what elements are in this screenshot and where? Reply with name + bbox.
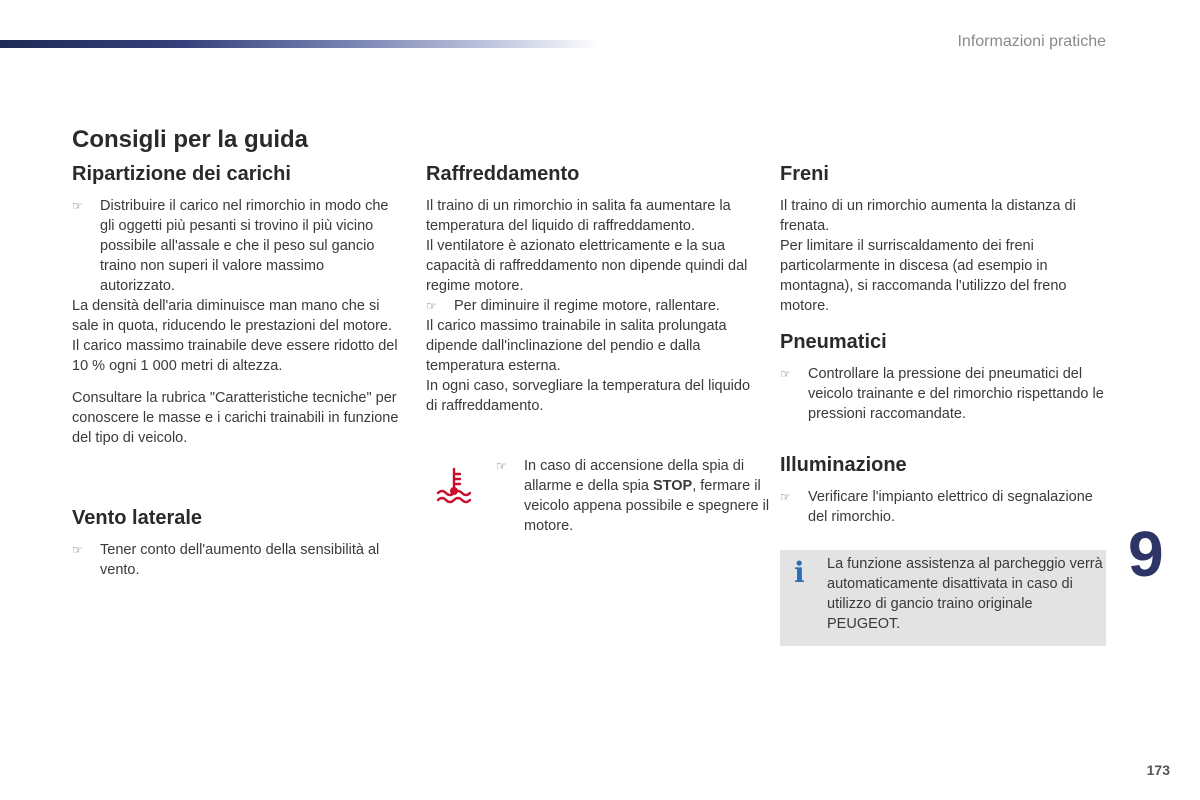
section-side-wind xyxy=(72,504,402,580)
paragraph-cooling-2: Il ventilatore è azionato elettricamente e la sua capacità di raffreddamento non dipende quindi dal regime motore. xyxy=(426,238,748,294)
warning-text-after: , fermare il veicolo appena possibile e spegnere il motore. xyxy=(524,478,770,534)
coolant-temperature-icon xyxy=(434,466,474,506)
paragraph-brakes-1: Il traino di un rimorchio aumenta la distanza di frenata. xyxy=(780,198,1076,234)
column-1 xyxy=(72,160,402,448)
column-3 xyxy=(780,160,1106,424)
pointing-hand-icon: ☞ xyxy=(426,299,437,313)
pointing-hand-icon: ☞ xyxy=(780,490,791,504)
warning-text-stop: STOP xyxy=(652,478,693,494)
pointing-hand-icon: ☞ xyxy=(780,367,791,381)
pointing-hand-icon: ☞ xyxy=(72,199,83,213)
bullet-cooling xyxy=(426,296,756,316)
paragraph-cooling-4: In ogni caso, sorvegliare la temperatura del liquido di raffreddamento. xyxy=(426,378,751,414)
bullet-text: Distribuire il carico nel rimorchio in modo che gli oggetti più pesanti si trovino il più vicino possibile all'assale e che il peso sul gancio traino non superi il valore massimo autorizzato. xyxy=(100,198,389,294)
heading-tyres: Pneumatici xyxy=(780,331,887,353)
bullet-text: Verificare l'impianto elettrico di segnalazione del rimorchio. xyxy=(808,489,1093,525)
heading-load-distribution: Ripartizione dei carichi xyxy=(72,163,291,185)
heading-brakes: Freni xyxy=(780,163,829,185)
heading-lighting: Illuminazione xyxy=(780,454,907,476)
bullet-load-distribution xyxy=(72,196,402,296)
section-lighting xyxy=(780,451,1106,527)
bullet-text: Per diminuire il regime motore, rallentare. xyxy=(454,298,720,314)
section-title: Informazioni pratiche xyxy=(957,33,1106,50)
info-icon: i xyxy=(794,556,805,589)
bullet-lighting xyxy=(780,487,1106,527)
page-number: 173 xyxy=(1146,762,1170,778)
warning-text-before: In caso di accensione della spia di allarme e della spia xyxy=(524,458,745,494)
bullet-side-wind xyxy=(72,540,402,580)
paragraph-cooling-3: Il carico massimo trainabile in salita prolungata dipende dall'inclinazione del pendio e dalla temperatura esterna. xyxy=(426,318,727,374)
paragraph-technical-reference: Consultare la rubrica "Caratteristiche tecniche" per conoscere le masse e i carichi trainabili in funzione del tipo di veicolo. xyxy=(72,390,399,446)
pointing-hand-icon: ☞ xyxy=(72,543,83,557)
chapter-number: 9 xyxy=(1128,518,1164,590)
column-2 xyxy=(426,160,756,416)
warning-note xyxy=(496,456,784,536)
heading-side-wind: Vento laterale xyxy=(72,507,203,529)
paragraph-brakes-2: Per limitare il surriscaldamento dei freni particolarmente in discesa (ad esempio in montagna), si raccomanda l'utilizzo del freno motore. xyxy=(780,238,1067,314)
bullet-text: Controllare la pressione dei pneumatici del veicolo trainante e del rimorchio rispettando le pressioni raccomandate. xyxy=(808,366,1104,422)
header-gradient-bar xyxy=(0,40,600,48)
page-title: Consigli per la guida xyxy=(72,126,309,153)
info-text: La funzione assistenza al parcheggio verrà automaticamente disattivata in caso di utilizzo di gancio traino originale PEUGEOT. xyxy=(827,556,1103,632)
info-box xyxy=(780,550,1106,646)
pointing-hand-icon: ☞ xyxy=(496,459,507,473)
bullet-text: Tener conto dell'aumento della sensibilità al vento. xyxy=(100,542,380,578)
paragraph-cooling-1: Il traino di un rimorchio in salita fa aumentare la temperatura del liquido di raffreddamento. xyxy=(426,198,731,234)
bullet-tyres xyxy=(780,364,1106,424)
paragraph-air-density: La densità dell'aria diminuisce man mano che si sale in quota, riducendo le prestazioni del motore. Il carico massimo trainabile deve essere ridotto del 10 % ogni 1 000 metri di altezza. xyxy=(72,298,398,374)
heading-cooling: Raffreddamento xyxy=(426,163,580,185)
